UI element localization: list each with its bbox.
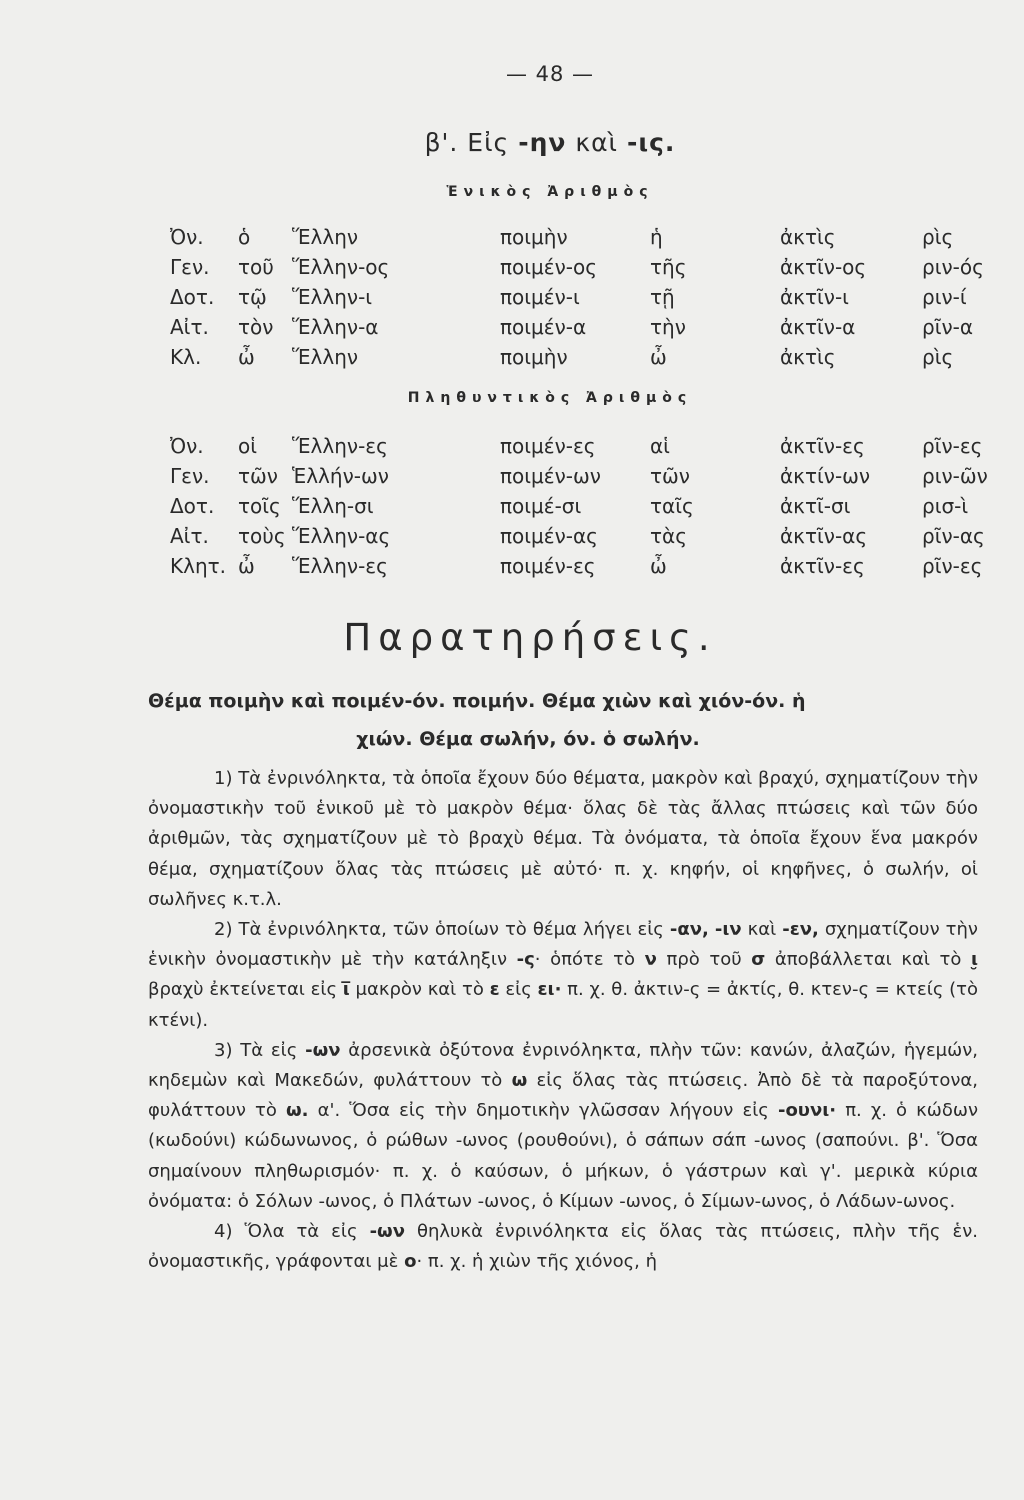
declension-cell: αἱ: [650, 434, 670, 458]
remark-paragraph-2: 2) Τὰ ἐνρινόληκτα, τῶν ὁποίων τὸ θέμα λήγει εἰς -αν, -ιν καὶ -εν, σχηματίζουν τὴν ἑνικὴν ὀνομαστικὴν μὲ τὴν κατάληξιν -ς· ὁπότε τὸ ν πρὸ τοῦ σ ἀποβάλλεται καὶ τὸ ι̮ βραχὺ ἐκτείνεται εἰς ι̅ μακρὸν καὶ τὸ ε εἰς ει· π. χ. θ. ἀκτιν-ς = ἀκτίς, θ. κτεν-ς = κτείς (τὸ κτένι).: [148, 919, 979, 1031]
declension-cell: ἀκτὶς: [780, 345, 836, 369]
declension-cell: Ἕλλη-σι: [292, 494, 374, 518]
declension-cell: ποιμὴν: [500, 345, 568, 369]
remarks-body: [148, 764, 978, 1277]
theme-line-2: χιών. Θέμα σωλήν, όν. ὁ σωλήν.: [356, 728, 700, 750]
declension-cell: ποιμὴν: [500, 225, 568, 249]
plural-table: [170, 431, 1012, 581]
declension-cell: ἀκτῖν-ας: [780, 524, 868, 548]
declension-cell: ρῖν-α: [922, 315, 974, 339]
case-label: Αἰτ.: [170, 524, 209, 548]
declension-row: [170, 491, 1012, 521]
declension-cell: Ἕλλην-ες: [292, 554, 388, 578]
case-label: Δοτ.: [170, 285, 215, 309]
remark-paragraph-4: 4) Ὅλα τὰ εἰς -ων θηλυκὰ ἐνρινόληκτα εἰς ὅλας τὰς πτώσεις, πλὴν τῆς ἑν. ὀνομαστικῆς, γράφονται μὲ ο· π. χ. ἡ χιὼν τῆς χιόνος, ἡ: [148, 1221, 978, 1273]
declension-cell: ἡ: [650, 225, 663, 249]
case-label: Γεν.: [170, 464, 210, 488]
declension-cell: ἀκτῖν-ι: [780, 285, 849, 309]
case-label: Ὀν.: [170, 225, 204, 249]
declension-cell: ἀκτίν-ων: [780, 464, 871, 488]
declension-cell: ρῖν-ας: [922, 524, 985, 548]
remark-paragraph-3: 3) Τὰ εἰς -ων ἀρσενικὰ ὀξύτονα ἐνρινόληκτα, πλὴν τῶν: κανών, ἀλαζών, ἡγεμών, κηδεμὼν καὶ Μακεδών, φυλάττουν τὸ ω εἰς ὅλας τὰς πτώσεις. Ἀπὸ δὲ τὰ παροξύτονα, φυλάττουν τὸ ω. α'. Ὅσα εἰς τὴν δημοτικὴν γλῶσσαν λήγουν εἰς -ουνι· π. χ. ὁ κώδων (κωδούνι) κώδωνωνος, ὁ ρώθων -ωνος (ρουθούνι), ὁ σάπων σάπ -ωνος (σαπούνι. β'. Ὅσα σημαίνουν πληθωρισμόν· π. χ. ὁ καύσων, ὁ μήκων, ὁ γάστρων καὶ γ'. μερικὰ κύρια ὀνόματα: ὁ Σόλων -ωνος, ὁ Πλάτων -ωνος, ὁ Κίμων -ωνος, ὁ Σίμων-ωνος, ὁ Λάδων-ωνος.: [148, 1039, 978, 1212]
declension-cell: ἀκτῖν-ες: [780, 434, 865, 458]
declension-cell: ποιμέν-ων: [500, 464, 601, 488]
declension-row: [170, 282, 1012, 312]
declension-cell: Ἕλλην-ι: [292, 285, 373, 309]
declension-cell: ριν-ός: [922, 255, 984, 279]
case-label: Δοτ.: [170, 494, 215, 518]
remarks-title: Παρατηρήσεις.: [343, 616, 717, 659]
declension-cell: ἀκτὶς: [780, 225, 836, 249]
case-label: Κλητ.: [170, 554, 227, 578]
declension-row: [170, 312, 1012, 342]
declension-cell: ἀκτῖ-σι: [780, 494, 851, 518]
declension-cell: τῆς: [650, 255, 687, 279]
declension-cell: Ἕλλην-ες: [292, 434, 388, 458]
theme-line-1: Θέμα ποιμὴν καὶ ποιμέν-όν. ποιμήν. Θέμα χιὼν καὶ χιόν-όν. ἡ: [148, 690, 806, 712]
singular-heading: Ἑνικὸς Ἀριθμὸς: [446, 184, 654, 200]
declension-cell: Ἕλλην: [292, 225, 359, 249]
declension-cell: τὰς: [650, 524, 687, 548]
declension-cell: ἀκτῖν-α: [780, 315, 856, 339]
declension-cell: Ἕλλην-ος: [292, 255, 390, 279]
declension-cell: τῇ: [650, 285, 675, 309]
declension-cell: τοὺς: [238, 524, 286, 548]
declension-cell: οἱ: [238, 434, 258, 458]
declension-cell: ὁ: [238, 225, 251, 249]
remark-paragraph-1: 1) Τὰ ἐνρινόληκτα, τὰ ὁποῖα ἔχουν δύο θέματα, μακρὸν καὶ βραχύ, σχηματίζουν τὴν ὀνομαστικὴν τοῦ ἑνικοῦ μὲ τὸ μακρὸν θέμα· ὅλας δὲ τὰς ἄλλας πτώσεις καὶ τῶν δύο ἀριθμῶν, τὰς σχηματίζουν μὲ τὸ βραχὺ θέμα. Τὰ ὀνόματα, τὰ ὁποῖα ἔχουν ἕνα μακρόν θέμα, σχηματίζουν ὅλας τὰς πτώσεις μὲ αὐτό· π. χ. κηφήν, οἱ κηφῆνες, ὁ σωλήν, οἱ σωλῆνες κ.τ.λ.: [148, 768, 978, 910]
declension-cell: τὴν: [650, 315, 686, 339]
declension-cell: ριν-ί: [922, 285, 967, 309]
heading-prefix: β'. Εἰς: [424, 128, 510, 157]
declension-cell: Ἑλλήν-ων: [292, 464, 389, 488]
declension-cell: ρῖν-ες: [922, 554, 983, 578]
declension-cell: ποιμέ-σι: [500, 494, 582, 518]
declension-cell: ρὶς: [922, 225, 954, 249]
declension-cell: Ἕλλην-α: [292, 315, 379, 339]
declension-cell: τὸν: [238, 315, 274, 339]
declension-cell: Ἕλλην: [292, 345, 359, 369]
declension-cell: ποιμέν-ι: [500, 285, 580, 309]
declension-row: [170, 461, 1012, 491]
declension-row: [170, 431, 1012, 461]
declension-cell: ὦ: [238, 345, 255, 369]
singular-table: [170, 222, 1012, 372]
declension-cell: ποιμέν-ες: [500, 434, 596, 458]
declension-row: [170, 551, 1012, 581]
declension-cell: τοῦ: [238, 255, 274, 279]
declension-row: [170, 342, 1012, 372]
heading-and: καὶ: [575, 128, 619, 157]
declension-row: [170, 521, 1012, 551]
page-number: — 48 —: [505, 62, 595, 86]
declension-cell: ποιμέν-α: [500, 315, 587, 339]
declension-cell: ρῖν-ες: [922, 434, 983, 458]
declension-cell: ὦ: [238, 554, 255, 578]
declension-cell: ριν-ῶν: [922, 464, 988, 488]
declension-cell: ὦ: [650, 554, 667, 578]
declension-cell: ὦ: [650, 345, 667, 369]
declension-row: [170, 222, 1012, 252]
declension-cell: ποιμέν-ες: [500, 554, 596, 578]
declension-cell: τοῖς: [238, 494, 281, 518]
declension-cell: ταῖς: [650, 494, 694, 518]
declension-cell: ρὶς: [922, 345, 954, 369]
declension-cell: Ἕλλην-ας: [292, 524, 391, 548]
declension-cell: τῷ: [238, 285, 267, 309]
declension-cell: ποιμέν-ος: [500, 255, 597, 279]
case-label: Ὀν.: [170, 434, 204, 458]
declension-cell: ρισ-ὶ: [922, 494, 969, 518]
declension-cell: τῶν: [238, 464, 278, 488]
declension-cell: ποιμέν-ας: [500, 524, 598, 548]
heading-ending-is: -ις.: [626, 128, 676, 157]
case-label: Αἰτ.: [170, 315, 209, 339]
plural-heading: Πληθυντικὸς Ἀριθμὸς: [407, 390, 693, 406]
section-heading: [0, 128, 1024, 157]
declension-cell: τῶν: [650, 464, 690, 488]
declension-cell: ἀκτῖν-ες: [780, 554, 865, 578]
heading-ending-en: -ην: [518, 128, 567, 157]
declension-row: [170, 252, 1012, 282]
case-label: Γεν.: [170, 255, 210, 279]
case-label: Κλ.: [170, 345, 202, 369]
declension-cell: ἀκτῖν-ος: [780, 255, 867, 279]
